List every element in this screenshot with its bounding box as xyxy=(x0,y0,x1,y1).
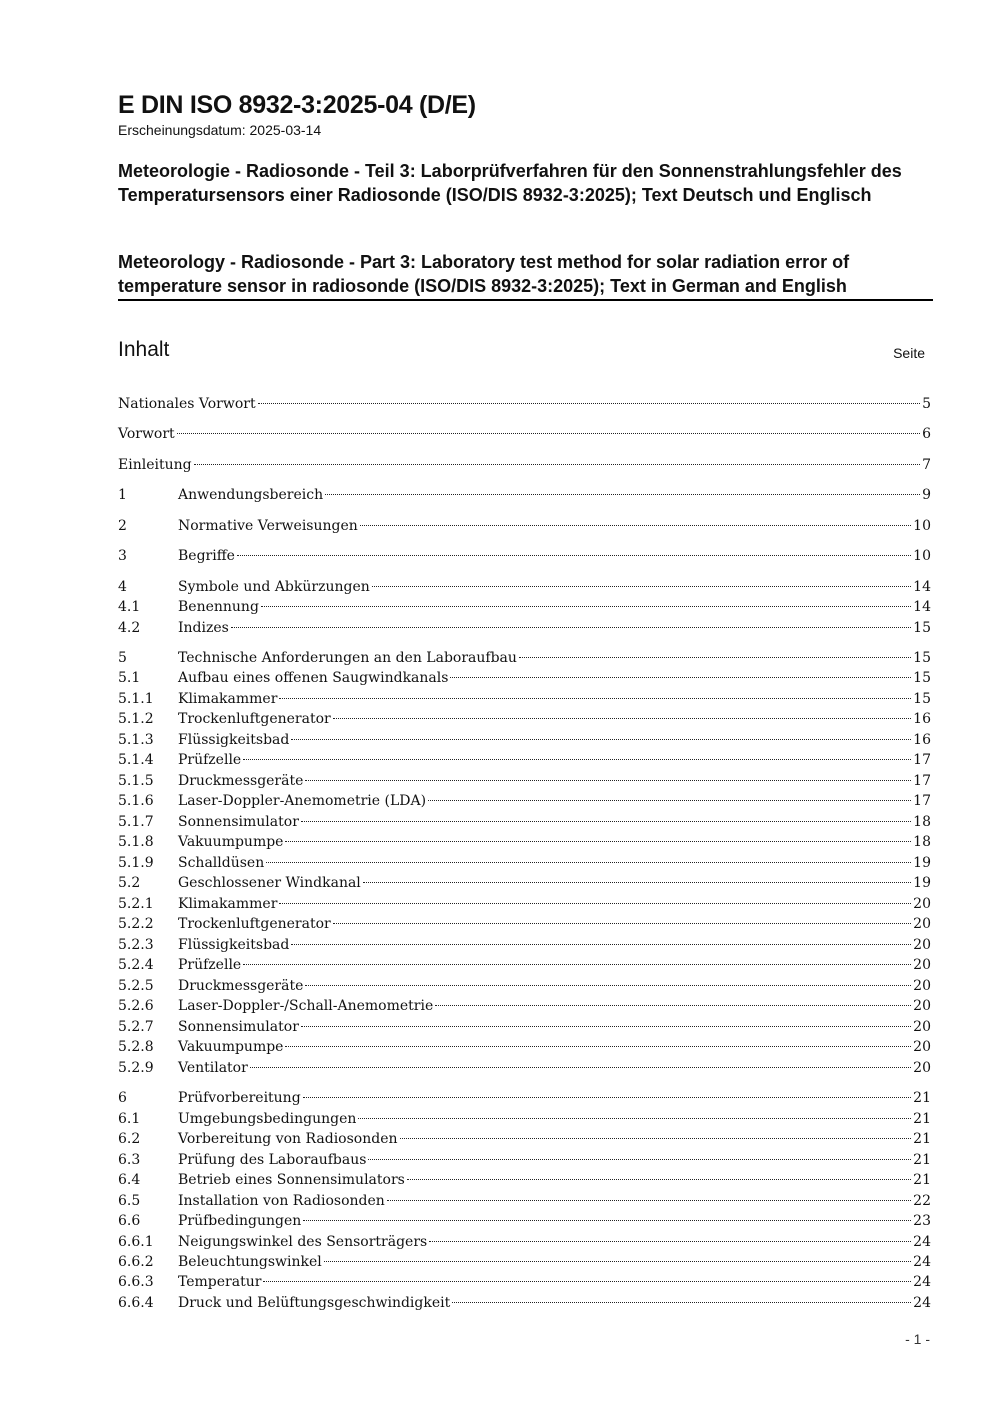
toc-dot-leader xyxy=(279,697,911,699)
toc-entry[interactable] xyxy=(118,1232,931,1252)
toc-entry[interactable] xyxy=(118,832,931,852)
toc-dot-leader xyxy=(301,1025,911,1027)
toc-entry-page: 17 xyxy=(913,752,931,768)
toc-entry-page: 15 xyxy=(913,650,931,666)
toc-entry-number: 6.6.1 xyxy=(118,1234,154,1250)
toc-entry-number: 5.2.6 xyxy=(118,998,154,1014)
toc-entry[interactable] xyxy=(118,894,931,914)
toc-dot-leader xyxy=(305,779,911,781)
toc-entry-title: Druckmessgeräte xyxy=(178,773,304,789)
toc-entry-number: 1 xyxy=(118,487,127,503)
toc-entry-page: 21 xyxy=(913,1111,931,1127)
toc-dot-leader xyxy=(407,1178,911,1180)
toc-entry-title: Schalldüsen xyxy=(178,855,265,871)
toc-entry-number: 4.2 xyxy=(118,620,141,636)
toc-entry-page: 19 xyxy=(913,855,931,871)
toc-entry-number: 5.1 xyxy=(118,670,141,686)
toc-entry-page: 21 xyxy=(913,1131,931,1147)
toc-entry-title: Vakuumpumpe xyxy=(178,834,284,850)
toc-entry[interactable] xyxy=(118,648,931,668)
toc-dot-leader xyxy=(452,1301,911,1303)
toc-entry[interactable] xyxy=(118,424,931,444)
toc-entry-page: 5 xyxy=(922,396,931,412)
toc-entry-title: Flüssigkeitsbad xyxy=(178,937,290,953)
toc-entry-page: 20 xyxy=(913,896,931,912)
title-english: Meteorology - Radiosonde - Part 3: Laboratory test method for solar radiation error of temperature sensor in radiosonde (ISO/DIS 8932-3:2025); Text in German and English xyxy=(118,250,933,301)
toc-entry-title: Prüfzelle xyxy=(178,752,242,768)
toc-entry-number: 5.2.3 xyxy=(118,937,154,953)
toc-entry[interactable] xyxy=(118,1017,931,1037)
toc-entry-number: 4.1 xyxy=(118,599,141,615)
toc-entry-page: 20 xyxy=(913,1039,931,1055)
toc-dot-leader xyxy=(333,717,911,719)
toc-entry-number: 5.2.8 xyxy=(118,1039,154,1055)
toc-dot-leader xyxy=(372,585,911,587)
toc-entry-title: Sonnensimulator xyxy=(178,814,299,830)
toc-entry-number: 5.2.7 xyxy=(118,1019,154,1035)
toc-dot-leader xyxy=(368,1158,911,1160)
toc-entry[interactable] xyxy=(118,577,931,597)
toc-dot-leader xyxy=(231,626,911,628)
toc-entry-page: 15 xyxy=(913,620,931,636)
toc-entry-title: Laser-Doppler-/Schall-Anemometrie xyxy=(178,998,434,1014)
toc-entry-page: 10 xyxy=(913,548,931,564)
toc-entry-title: Neigungswinkel des Sensorträgers xyxy=(178,1234,428,1250)
toc-entry-number: 6.4 xyxy=(118,1172,141,1188)
toc-dot-leader xyxy=(263,1280,911,1282)
toc-entry[interactable] xyxy=(118,485,931,505)
toc-dot-leader xyxy=(358,1117,911,1119)
toc-dot-leader xyxy=(324,1260,911,1262)
toc-dot-leader xyxy=(177,432,920,434)
toc-entry[interactable] xyxy=(118,873,931,893)
document-id: E DIN ISO 8932-3:2025-04 (D/E) xyxy=(118,91,476,119)
toc-entry-number: 6.6.2 xyxy=(118,1254,154,1270)
toc-entry-title: Normative Verweisungen xyxy=(178,518,358,534)
toc-entry-title: Temperatur xyxy=(178,1274,262,1290)
toc-entry[interactable] xyxy=(118,730,931,750)
toc-entry[interactable] xyxy=(118,750,931,770)
toc-dot-leader xyxy=(243,758,911,760)
toc-entry-page: 24 xyxy=(913,1295,931,1311)
toc-dot-leader xyxy=(291,943,911,945)
toc-entry-page: 20 xyxy=(913,998,931,1014)
toc-entry-title: Symbole und Abkürzungen xyxy=(178,579,370,595)
toc-dot-leader xyxy=(266,861,911,863)
toc-entry-title: Druckmessgeräte xyxy=(178,978,304,994)
toc-entry-page: 24 xyxy=(913,1274,931,1290)
toc-entry-page: 21 xyxy=(913,1090,931,1106)
toc-entry-page: 6 xyxy=(922,426,931,442)
toc-entry[interactable] xyxy=(118,516,931,536)
toc-entry-page: 17 xyxy=(913,793,931,809)
toc-entry-title: Vorbereitung von Radiosonden xyxy=(178,1131,398,1147)
toc-dot-leader xyxy=(303,1096,912,1098)
toc-entry-number: 5.1.2 xyxy=(118,711,154,727)
toc-dot-leader xyxy=(305,984,911,986)
toc-entry-page: 20 xyxy=(913,1019,931,1035)
toc-dot-leader xyxy=(333,922,911,924)
toc-entry-number: 6.6.4 xyxy=(118,1295,154,1311)
toc-entry-page: 23 xyxy=(913,1213,931,1229)
toc-dot-leader xyxy=(261,605,911,607)
toc-entry-page: 18 xyxy=(913,834,931,850)
toc-entry[interactable] xyxy=(118,955,931,975)
toc-entry[interactable] xyxy=(118,1252,931,1272)
toc-entry-title: Geschlossener Windkanal xyxy=(178,875,361,891)
toc-dot-leader xyxy=(285,1045,911,1047)
toc-entry-number: 6.5 xyxy=(118,1193,141,1209)
toc-entry-title: Begriffe xyxy=(178,548,235,564)
toc-entry[interactable] xyxy=(118,689,931,709)
toc-entry[interactable] xyxy=(118,394,931,414)
toc-entry[interactable] xyxy=(118,546,931,566)
toc-entry[interactable] xyxy=(118,618,931,638)
toc-page-label: Seite xyxy=(893,345,925,361)
toc-entry-number: 5.1.1 xyxy=(118,691,154,707)
toc-entry-page: 10 xyxy=(913,518,931,534)
toc-dot-leader xyxy=(194,463,921,465)
toc-entry[interactable] xyxy=(118,1211,931,1231)
toc-entry-number: 5.2 xyxy=(118,875,141,891)
toc-dot-leader xyxy=(387,1199,911,1201)
publication-date: Erscheinungsdatum: 2025-03-14 xyxy=(118,122,322,138)
toc-entry-title: Indizes xyxy=(178,620,229,636)
toc-entry-number: 6.1 xyxy=(118,1111,141,1127)
toc-entry[interactable] xyxy=(118,597,931,617)
toc-entry-page: 24 xyxy=(913,1234,931,1250)
toc-entry[interactable] xyxy=(118,1191,931,1211)
toc-entry-number: 5.1.3 xyxy=(118,732,154,748)
toc-entry[interactable] xyxy=(118,1037,931,1057)
toc-entry-title: Beleuchtungswinkel xyxy=(178,1254,322,1270)
toc-entry-page: 7 xyxy=(922,457,931,473)
toc-entry-title: Sonnensimulator xyxy=(178,1019,299,1035)
toc-entry[interactable] xyxy=(118,709,931,729)
toc-entry-title: Flüssigkeitsbad xyxy=(178,732,290,748)
title-german: Meteorologie - Radiosonde - Teil 3: Laborprüfverfahren für den Sonnenstrahlungsfehler des Temperatursensors einer Radiosonde (ISO/DIS 8932-3:2025); Text Deutsch und Englisch xyxy=(118,161,902,205)
toc-entry-page: 9 xyxy=(922,487,931,503)
toc-entry-title: Aufbau eines offenen Saugwindkanals xyxy=(178,670,449,686)
toc-entry[interactable] xyxy=(118,1109,931,1129)
toc-dot-leader xyxy=(519,656,911,658)
toc-entry-title: Anwendungsbereich xyxy=(178,487,324,503)
toc-entry-title: Technische Anforderungen an den Laboraufbau xyxy=(178,650,517,666)
toc-entry[interactable] xyxy=(118,1088,931,1108)
toc-dot-leader xyxy=(428,799,911,801)
toc-entry[interactable] xyxy=(118,1129,931,1149)
toc-entry-page: 16 xyxy=(913,711,931,727)
toc-dot-leader xyxy=(258,402,921,404)
toc-entry-page: 21 xyxy=(913,1152,931,1168)
toc-dot-leader xyxy=(285,840,911,842)
toc-entry[interactable] xyxy=(118,935,931,955)
toc-entry-page: 21 xyxy=(913,1172,931,1188)
toc-entry-title: Einleitung xyxy=(118,457,192,473)
toc-entry-number: 5.2.9 xyxy=(118,1060,154,1076)
toc-entry-number: 5.2.5 xyxy=(118,978,154,994)
toc-entry-page: 17 xyxy=(913,773,931,789)
toc-entry-page: 24 xyxy=(913,1254,931,1270)
toc-dot-leader xyxy=(279,902,911,904)
toc-entry-number: 6.6 xyxy=(118,1213,141,1229)
toc-dot-leader xyxy=(360,524,911,526)
toc-dot-leader xyxy=(400,1137,912,1139)
toc-entry-number: 6 xyxy=(118,1090,127,1106)
toc-entry-title: Prüfzelle xyxy=(178,957,242,973)
toc-entry-number: 5.2.2 xyxy=(118,916,154,932)
toc-dot-leader xyxy=(303,1219,911,1221)
toc-entry[interactable] xyxy=(118,914,931,934)
toc-entry-number: 5.1.9 xyxy=(118,855,154,871)
toc-entry[interactable] xyxy=(118,1293,931,1313)
toc-entry[interactable] xyxy=(118,1058,931,1078)
toc-dot-leader xyxy=(250,1066,911,1068)
toc-entry-number: 6.6.3 xyxy=(118,1274,154,1290)
toc-entry-number: 5.1.7 xyxy=(118,814,154,830)
toc-entry-number: 5.1.6 xyxy=(118,793,154,809)
toc-entry[interactable] xyxy=(118,791,931,811)
toc-entry-page: 14 xyxy=(913,579,931,595)
toc-entry-page: 20 xyxy=(913,916,931,932)
toc-entry[interactable] xyxy=(118,853,931,873)
toc-entry-title: Umgebungsbedingungen xyxy=(178,1111,357,1127)
toc-entry[interactable] xyxy=(118,455,931,475)
toc-heading: Inhalt xyxy=(118,338,170,361)
toc-entry-number: 5.2.4 xyxy=(118,957,154,973)
toc-dot-leader xyxy=(435,1004,911,1006)
toc-entry-title: Prüfbedingungen xyxy=(178,1213,302,1229)
toc-entry-number: 6.2 xyxy=(118,1131,141,1147)
toc-entry[interactable] xyxy=(118,1272,931,1292)
toc-entry-page: 20 xyxy=(913,957,931,973)
toc-entry[interactable] xyxy=(118,812,931,832)
toc-entry-number: 5 xyxy=(118,650,127,666)
toc-entry[interactable] xyxy=(118,668,931,688)
toc-entry-page: 18 xyxy=(913,814,931,830)
toc-entry-title: Prüfvorbereitung xyxy=(178,1090,301,1106)
toc-dot-leader xyxy=(237,554,911,556)
toc-entry-title: Druck und Belüftungsgeschwindigkeit xyxy=(178,1295,451,1311)
toc-dot-leader xyxy=(243,963,911,965)
toc-entry-title: Betrieb eines Sonnensimulators xyxy=(178,1172,405,1188)
toc-entry[interactable] xyxy=(118,1150,931,1170)
toc-dot-leader xyxy=(363,881,911,883)
toc-dot-leader xyxy=(291,738,911,740)
toc-entry-page: 15 xyxy=(913,691,931,707)
toc-entry[interactable] xyxy=(118,771,931,791)
toc-entry-page: 15 xyxy=(913,670,931,686)
toc-entry-page: 22 xyxy=(913,1193,931,1209)
toc-entry-number: 5.2.1 xyxy=(118,896,154,912)
toc-entry-title: Prüfung des Laboraufbaus xyxy=(178,1152,367,1168)
toc-entry-number: 4 xyxy=(118,579,127,595)
toc-dot-leader xyxy=(325,493,920,495)
toc-entry-title: Benennung xyxy=(178,599,259,615)
toc-entry-title: Klimakammer xyxy=(178,896,278,912)
toc-entry-page: 20 xyxy=(913,1060,931,1076)
toc-entry-page: 20 xyxy=(913,937,931,953)
toc-entry-number: 6.3 xyxy=(118,1152,141,1168)
toc-entry-number: 3 xyxy=(118,548,127,564)
toc-entry-page: 14 xyxy=(913,599,931,615)
toc-dot-leader xyxy=(450,676,911,678)
toc-entry-title: Nationales Vorwort xyxy=(118,396,256,412)
page-number: - 1 - xyxy=(905,1331,930,1347)
toc-dot-leader xyxy=(429,1240,911,1242)
toc-entry-number: 5.1.5 xyxy=(118,773,154,789)
toc-entry-title: Ventilator xyxy=(178,1060,248,1076)
toc-entry-title: Vakuumpumpe xyxy=(178,1039,284,1055)
toc-entry-page: 16 xyxy=(913,732,931,748)
toc-entry-title: Installation von Radiosonden xyxy=(178,1193,385,1209)
toc-entry-title: Vorwort xyxy=(118,426,175,442)
toc-entry-number: 2 xyxy=(118,518,127,534)
toc-entry-page: 19 xyxy=(913,875,931,891)
toc-entry[interactable] xyxy=(118,976,931,996)
toc-entry[interactable] xyxy=(118,1170,931,1190)
toc-entry-title: Trockenluftgenerator xyxy=(178,916,331,932)
toc-entry-number: 5.1.8 xyxy=(118,834,154,850)
toc-entry-number: 5.1.4 xyxy=(118,752,154,768)
toc-entry-title: Klimakammer xyxy=(178,691,278,707)
toc-dot-leader xyxy=(301,820,911,822)
toc-entry-title: Trockenluftgenerator xyxy=(178,711,331,727)
toc-entry-title: Laser-Doppler-Anemometrie (LDA) xyxy=(178,793,427,809)
toc-entry-page: 20 xyxy=(913,978,931,994)
toc-entry[interactable] xyxy=(118,996,931,1016)
